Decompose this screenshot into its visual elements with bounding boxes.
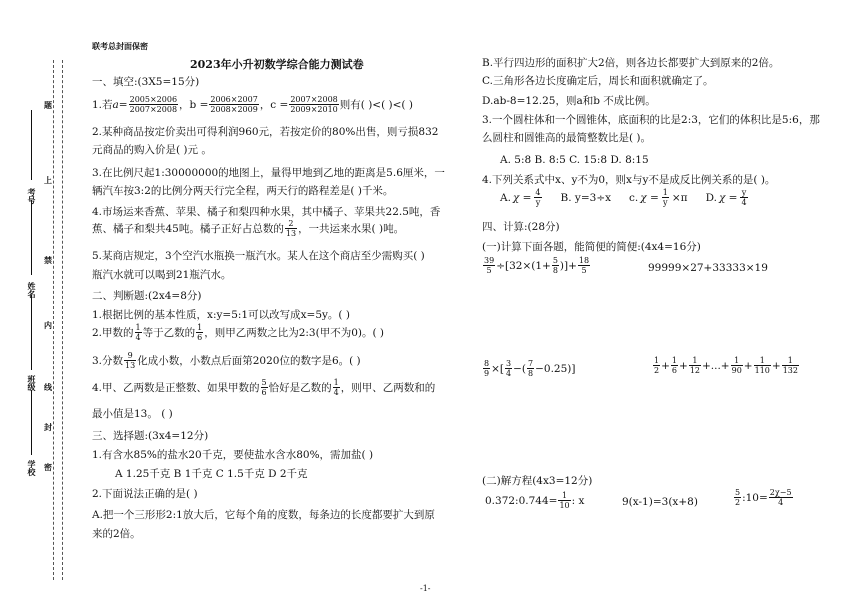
s3-q1-options: A 1.25千克 B 1千克 C 1.5千克 D 2千克 [115, 468, 308, 480]
fraction: $\frac{39}{5}$ [484, 256, 495, 275]
s2-q3: 3.分数 $\frac{9}{13}$ 化成小数，小数点后面第2020位的数字是6。( ) [92, 351, 361, 370]
blank-school [31, 390, 32, 455]
s3-q2-c: C.三角形各边长度确定后，周长和面积就确定了。 [482, 75, 714, 87]
s4-calc3: $\frac{8}{9}$ ×[ $\frac{3}{4}$ −( $\frac{7}{8}$ −0.25)] [484, 359, 576, 378]
s3-q3-line1: 3.一个圆柱体和一个圆锥体，底面积的比是2:3，它们的体积比是5:6，那 [482, 114, 820, 126]
s4-eq3: $\frac{5}{2}$ :10= $\frac{2\chi-5}{4}$ [735, 488, 792, 507]
seal-word-5: 线 [44, 382, 52, 392]
s4-calc4: $\frac{1}{2}$ + $\frac{1}{6}$ + $\frac{1}{12}$ +...+ $\frac{1}{90}$ + $\frac{1}{110}$ + $\frac{1}{132}$ [654, 356, 798, 375]
s1-q2-line2: 元商品的购入价是( )元 。 [92, 144, 212, 156]
s3-q2-d: D.ab-8=12.25，则a和b 不成比例。 [482, 95, 656, 107]
seal-word-3: 禁 [44, 255, 52, 265]
s3-q4: 4.下列关系式中x、y不为0，则x与y不是成反比例关系的是( )。 [482, 174, 776, 186]
fraction: $\frac{1}{90}$ [731, 356, 742, 375]
section1-heading: 一、填空:(3X5=15分) [92, 76, 200, 88]
s4-calc1: $\frac{39}{5}$ ÷[32×(1+ $\frac{5}{8}$ )]+ $\frac{18}{5}$ [484, 256, 590, 275]
s2-q4-line2: 最小值是13。 ( ) [92, 408, 173, 420]
fraction: $\frac{2}{13}$ [285, 219, 297, 238]
fraction: $\frac{1}{6}$ [671, 356, 677, 375]
fraction: $\frac{1}{12}$ [689, 356, 700, 375]
s4-eq2: 9(x-1)=3(x+8) [622, 496, 698, 508]
blank-class [31, 295, 32, 370]
s1-q5-line2: 瓶汽水就可以喝到21瓶汽水。 [92, 269, 232, 281]
fraction: $\frac{5}{2}$ [735, 488, 741, 507]
field-class: 班级 [27, 375, 37, 391]
s2-q4: 4.甲、乙两数是正整数、如果甲数的 $\frac{5}{6}$ 恰好是乙数的 $\frac{1}{4}$ ，则甲、乙两数和的 [92, 378, 436, 397]
s4-calc2: 99999×27+33333×19 [648, 262, 768, 274]
fraction: $\frac{1}{6}$ [197, 323, 203, 342]
fraction: $\frac{1}{2}$ [654, 356, 660, 375]
fraction: $\frac{4}{y}$ [535, 188, 541, 207]
fraction: $\frac{1}{4}$ [135, 323, 141, 342]
s1-q2-line1: 2.某种商品按定价卖出可得利润960元，若按定价的80%出售，则亏损832 [92, 126, 439, 138]
fraction: $\frac{y}{4}$ [741, 188, 747, 207]
s1-q4-line1: 4.市场运来香蕉、苹果、橘子和梨四种水果，其中橘子、苹果共22.5吨，香 [92, 206, 441, 218]
fraction: $\frac{18}{5}$ [578, 256, 590, 275]
seal-word-4: 内 [44, 320, 52, 330]
s3-q3-line2: 么圆柱和圆锥高的最简整数比是( )。 [482, 132, 652, 144]
fraction: $\frac{5}{8}$ [552, 256, 558, 275]
s1-q3-line1: 3.在比例尺起1:30000000的地图上，量得甲地到乙地的距离是5.6厘米，一 [92, 167, 445, 179]
s2-q2: 2.甲数的 $\frac{1}{4}$ 等于乙数的 $\frac{1}{6}$ ，则甲乙两数之比为2:3(甲不为0)。( ) [92, 323, 385, 342]
s3-q1: 1.有含水85%的盐水20千克，要使盐水含水80%，需加盐( ) [92, 449, 374, 461]
s3-q2-a-line2: 来的2倍。 [92, 528, 141, 540]
seal-word-7: 密 [44, 462, 52, 472]
page-title: 2023年小升初数学综合能力测试卷 [190, 58, 364, 71]
s4-sub2: (二)解方程(4x3=12分) [482, 475, 593, 487]
fraction: $\frac{1}{4}$ [333, 378, 339, 397]
header-note: 联考总封面保密 [92, 41, 148, 51]
section2-heading: 二、判断题:(2x4=8分) [92, 290, 202, 302]
s3-q2-b: B.平行四边形的面积扩大2倍，则各边长都要扩大到原来的2倍。 [482, 57, 780, 69]
fraction: $\frac{1}{110}$ [754, 356, 770, 375]
seal-word-1: 题 [44, 100, 52, 110]
s3-q2-a-line1: A.把一个三形形2:1放大后，它每个角的度数，每条边的长度都要扩大到原 [92, 509, 435, 521]
fraction: $\frac{9}{13}$ [125, 351, 136, 370]
blank-name [31, 200, 32, 275]
fraction: $\frac{2006\times 2007}{2008\times 2009}$ [210, 95, 258, 114]
fraction: $\frac{8}{9}$ [484, 359, 490, 378]
s1-q3-line2: 辆汽车按3:2的比例分两天行完全程，两天行的路程差是( )千米。 [92, 185, 394, 197]
field-name: 姓名 [27, 282, 37, 298]
fraction: $\frac{2007\times 2008}{2009\times 2010}$ [290, 95, 338, 114]
field-school: 学校 [27, 460, 37, 476]
fraction: $\frac{5}{6}$ [261, 378, 267, 397]
s1-q4-line2: 蕉、橘子和梨共45吨。橘子正好占总数的 $\frac{2}{13}$ ，一共运来水果( )吨。 [92, 219, 405, 238]
seal-word-6: 封 [44, 422, 52, 432]
s4-sub1: (一)计算下面各题，能简便的简便:(4x4=16分) [482, 241, 701, 253]
section3-heading: 三、选择题:(3x4=12分) [92, 430, 209, 442]
binding-line-inner [62, 60, 63, 580]
fraction: $\frac{2\chi-5}{4}$ [769, 488, 792, 507]
seal-word-2: 上 [44, 175, 52, 185]
section4-heading: 四、计算:(28分) [482, 221, 560, 233]
binding-line-outer [53, 60, 54, 580]
s3-q2: 2.下面说法正确的是( ) [92, 488, 198, 500]
blank-exam-number [31, 110, 32, 180]
fraction: $\frac{2005\times 2006}{2007\times 2008}$ [129, 95, 178, 114]
page-number: -1- [420, 584, 431, 593]
fraction: $\frac{1}{10}$ [559, 491, 570, 510]
s4-eq1: 0.372:0.744= $\frac{1}{10}$ : x [485, 491, 585, 510]
fraction: $\frac{3}{4}$ [506, 359, 512, 378]
s1-q5-line1: 5.某商店规定，3个空汽水瓶换一瓶汽水。某人在这个商店至少需购买( ) [92, 250, 425, 262]
s2-q1: 1.根据比例的基本性质，x:y=5:1可以改写成x=5y。( ) [92, 309, 350, 321]
s3-q3-options: A. 5:8 B. 8:5 C. 15:8 D. 8:15 [500, 154, 649, 166]
s3-q4-options: A. χ = $\frac{4}{y}$ B. y=3÷x c. χ = $\frac{1}{y}$ ×π D. χ = $\frac{y}{4}$ [500, 188, 747, 207]
fraction: $\frac{1}{y}$ [662, 188, 668, 207]
fraction: $\frac{1}{132}$ [782, 356, 798, 375]
s1-q1: 1.若 a = $\frac{2005\times 2006}{2007\times 2008}$ ，b = $\frac{2006\times 2007}{2008\times 2009}$ ，c = $\frac{2007\times 2008}{2009\times 2010}$ 则有( )<( )<( ) [92, 95, 413, 114]
field-exam-number: 考号 [27, 188, 37, 204]
fraction: $\frac{7}{8}$ [528, 359, 534, 378]
